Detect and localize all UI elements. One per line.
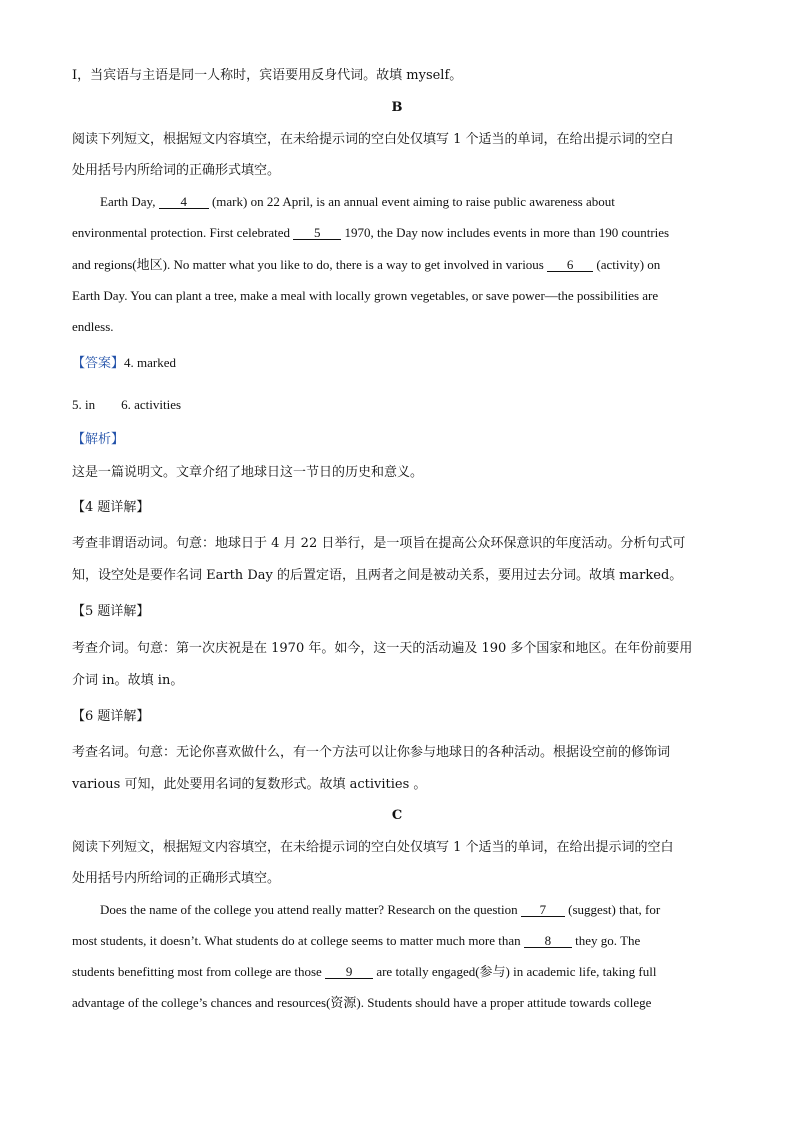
passage-b-text: Earth Day, [100,194,159,209]
passage-b-line-4: Earth Day. You can plant a tree, make a meal with locally grown vegetables, or save power—the possibilities are [72,288,659,303]
passage-b-text: 1970, the Day now includes events in more than 190 countries [344,225,670,240]
blank-6: 6 [547,258,593,272]
detail-4-line-1: 考查非谓语动词。句意：地球日于 4 月 22 日举行，是一项旨在提高公众环保意识的年度活动。分析句式可 [72,536,686,551]
answer-line [72,355,176,372]
passage-b-text: environmental protection. First celebrated [72,225,294,240]
passage-b-line-5: endless. [72,319,114,334]
passage-c-line-3 [72,964,656,980]
section-c-instruction-line-1: 阅读下列短文，根据短文内容填空，在未给提示词的空白处仅填写 1 个适当的单词，在给出提示词的空白 [72,840,674,855]
answer-5-6: 5. in 6. activities [72,397,182,412]
detail-6-line-2: various 可知，此处要用名词的复数形式。故填 activities 。 [72,777,427,792]
detail-5-line-2: 介词 in。故填 in。 [72,673,184,688]
passage-b-line-1 [100,194,615,210]
blank-9: 9 [325,965,373,979]
section-b-instruction-line-2: 处用括号内所给词的正确形式填空。 [72,163,281,178]
passage-b-text: and regions(地区). No matter what you like to do, there is a way to get involved in various [72,257,548,272]
passage-c-line-1 [100,902,660,918]
passage-b-line-2 [72,225,669,241]
passage-b-text: (activity) on [596,257,661,272]
detail-5-tag: 【5 题详解】 [72,604,150,619]
answer-tag: 【答案】 [72,356,125,371]
detail-4-tag: 【4 题详解】 [72,500,150,515]
blank-4: 4 [159,195,209,209]
passage-c-text: students benefitting most from college are those [72,964,326,979]
section-b-title: B [391,100,403,115]
section-c-title: C [391,808,403,823]
passage-b-text: (mark) on 22 April, is an annual event aiming to raise public awareness about [211,194,615,209]
section-b-instruction-line-1: 阅读下列短文，根据短文内容填空，在未给提示词的空白处仅填写 1 个适当的单词，在给出提示词的空白 [72,132,674,147]
analysis-tag: 【解析】 [72,432,125,447]
blank-7: 7 [521,903,565,917]
analysis-text: 这是一篇说明文。文章介绍了地球日这一节日的历史和意义。 [72,465,424,480]
passage-c-text: most students, it doesn’t. What students do at college seems to matter much more than [72,933,524,948]
previous-answer-note: I，当宾语与主语是同一人称时，宾语要用反身代词。故填 myself。 [72,68,463,83]
blank-8: 8 [524,934,572,948]
detail-6-line-1: 考查名词。句意：无论你喜欢做什么，有一个方法可以让你参与地球日的各种活动。根据设空前的修饰词 [72,745,671,760]
passage-c-text: (suggest) that, for [568,902,661,917]
passage-c-line-2 [72,933,640,949]
detail-6-tag: 【6 题详解】 [72,709,150,724]
passage-b-line-3 [72,257,660,273]
passage-c-text: Does the name of the college you attend really matter? Research on the question [100,902,521,917]
detail-4-line-2: 知，设空处是要作名词 Earth Day 的后置定语，且两者之间是被动关系，要用过去分词。故填 marked。 [72,568,683,583]
answer-4: 4. marked [124,355,176,370]
passage-c-text: are totally engaged(参与) in academic life, taking full [376,964,657,979]
passage-c-text: they go. The [575,933,641,948]
detail-5-line-1: 考查介词。句意：第一次庆祝是在 1970 年。如今，这一天的活动遍及 190 多个国家和地区。在年份前要用 [72,641,693,656]
passage-c-line-4: advantage of the college’s chances and resources(资源). Students should have a proper attitude towards college [72,995,652,1010]
blank-5: 5 [293,226,341,240]
section-c-instruction-line-2: 处用括号内所给词的正确形式填空。 [72,871,281,886]
